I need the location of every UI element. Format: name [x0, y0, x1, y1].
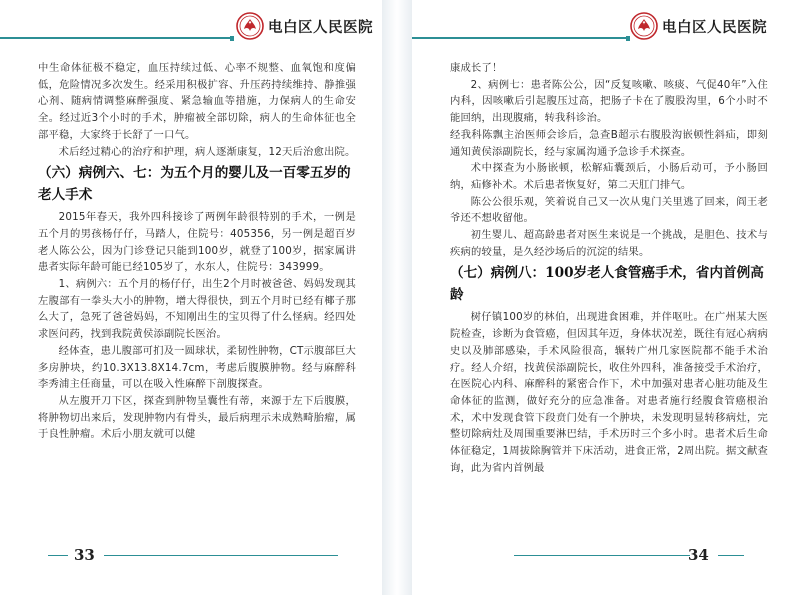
page-header	[0, 0, 382, 48]
page-number: 34	[688, 546, 709, 564]
paragraph: 从左腹开刀下区，探查到肿物呈囊性有蒂，来源于左下后腹膜，将肿物切出来后，发现肿物内有骨头，最后病理示未成熟畸胎瘤，属于良性肿瘤。术后小朋友就可以健	[38, 394, 356, 441]
page-footer	[412, 546, 794, 566]
hospital-logo-icon	[236, 12, 264, 40]
footer-rule-mid	[656, 555, 682, 556]
paragraph: 初生婴儿、超高龄患者对医生来说是一个挑战，是胆色、技术与疾病的较量，是久经沙场后的沉淀的结果。	[450, 229, 768, 258]
hospital-name: 电白区人民医院	[662, 19, 767, 36]
paragraph: 术中探查为小肠嵌顿，松解疝囊颈后，小肠后动可，予小肠回纳，疝修补术。术后患者恢复好，第二天肛门排气。	[450, 162, 768, 191]
paragraph: 1、病例六：五个月的杨仔仔，出生2个月时被爸爸、妈妈发现其左腹部有一拳头大小的肿物，增大得很快，到五个月时已经有椰子那么大了，急死了爸爸妈妈，不知刚出生的宝贝得了什么怪病。经四处求医问药，找到我院黄侯添副院长医治。	[38, 278, 356, 341]
book-gutter	[382, 0, 412, 595]
right-content	[450, 60, 768, 476]
page-footer	[0, 546, 382, 566]
header-brand	[236, 12, 373, 40]
paragraph: 树仔镇100岁的林伯，出现进食困难，并伴呕吐。在广州某大医院检查，诊断为食管癌，但因其年迈，身体状况差，既往有冠心病病史以及肺部感染，手术风险很高，辗转广州几家医院都不能手术治疗。经人介绍，找黄侯添副院长，收住外四科，准备接受手术治疗，在医院心内科、麻醉科的紧密合作下，术中加强对患者心脏功能及生命体征的监测，做好充分的应急准备。对患者施行经腹食管癌根治术，术中发现食管下段贲门处有一个肿块，未发现明显转移病灶，完整切除病灶及周围重要淋巴结，手术历时三个多小时。患者术后生命体征稳定，1周拔除胸管并下床活动，进食正常，2周出院。据文献查询，此为省内首例最	[450, 311, 768, 474]
footer-rule-left	[48, 555, 68, 556]
header-rule	[412, 37, 627, 39]
right-page	[412, 0, 794, 595]
paragraph: 中生命体征极不稳定，血压持续过低、心率不规整、血氧饱和度偏低，危险情况多次发生。经采用积极扩容、升压药持续维持、静推强心剂、随病情调整麻醉强度、紧急输血等措施，力保病人的生命安全。经过近3个小时的手术，肿瘤被全部切除，病人的生命体征也全部平稳，大家终于长舒了一口气。	[38, 62, 356, 141]
paragraph: 2、病例七：患者陈公公，因“反复咳嗽、咳痰、气促40年”入住内科，因咳嗽后引起腹压过高，把肠子卡在了腹股沟里，6个小时不能回纳，出现腹痛，转我科诊治。	[450, 78, 768, 125]
left-content	[38, 60, 356, 443]
hospital-name: 电白区人民医院	[268, 19, 373, 36]
section-heading: （六）病例六、七：为五个月的婴儿及一百零五岁的老人手术	[38, 165, 351, 204]
paragraph: 术后经过精心的治疗和护理，病人逐渐康复，12天后治愈出院。	[58, 145, 356, 158]
left-page	[0, 0, 382, 595]
page-number: 33	[74, 546, 95, 564]
page-header	[412, 0, 794, 48]
footer-rule-right	[104, 555, 338, 556]
section-heading: （七）病例八：100岁老人食管癌手术，省内首例高龄	[450, 265, 764, 304]
paragraph: 康成长了！	[450, 62, 503, 74]
header-rule-end	[230, 36, 234, 41]
hospital-logo-icon	[630, 12, 658, 40]
paragraph: 陈公公很乐观，笑着说自己又一次从鬼门关里逃了回来，阎王老爷还不想收留他。	[450, 195, 768, 225]
footer-rule-right	[718, 555, 744, 556]
header-brand	[630, 12, 767, 40]
paragraph: 经我科陈飘主治医师会诊后，急查B超示右腹股沟嵌顿性斜疝，即刻通知黄侯添副院长，经与家属沟通予急诊手术探查。	[450, 128, 768, 158]
header-rule	[0, 37, 230, 39]
paragraph: 2015年春天，我外四科接诊了两例年龄很特别的手术，一例是五个月的男孩杨仔仔，马踏人，住院号：405356，另一例是超百岁老人陈公公，因为门诊登记只能到100岁，就登了100岁，据家属讲患者实际年龄可能已经105岁了，水东人，住院号：343999。	[38, 211, 356, 274]
paragraph: 经体查，患儿腹部可扪及一圆球状，柔韧性肿物，CT示腹部巨大多房肿块，约10.3X13.8X14.7cm，考虑后腹膜肿物。经与麻醉科李秀浦主任商量，可以在吸入性麻醉下剖腹探查。	[38, 344, 356, 391]
